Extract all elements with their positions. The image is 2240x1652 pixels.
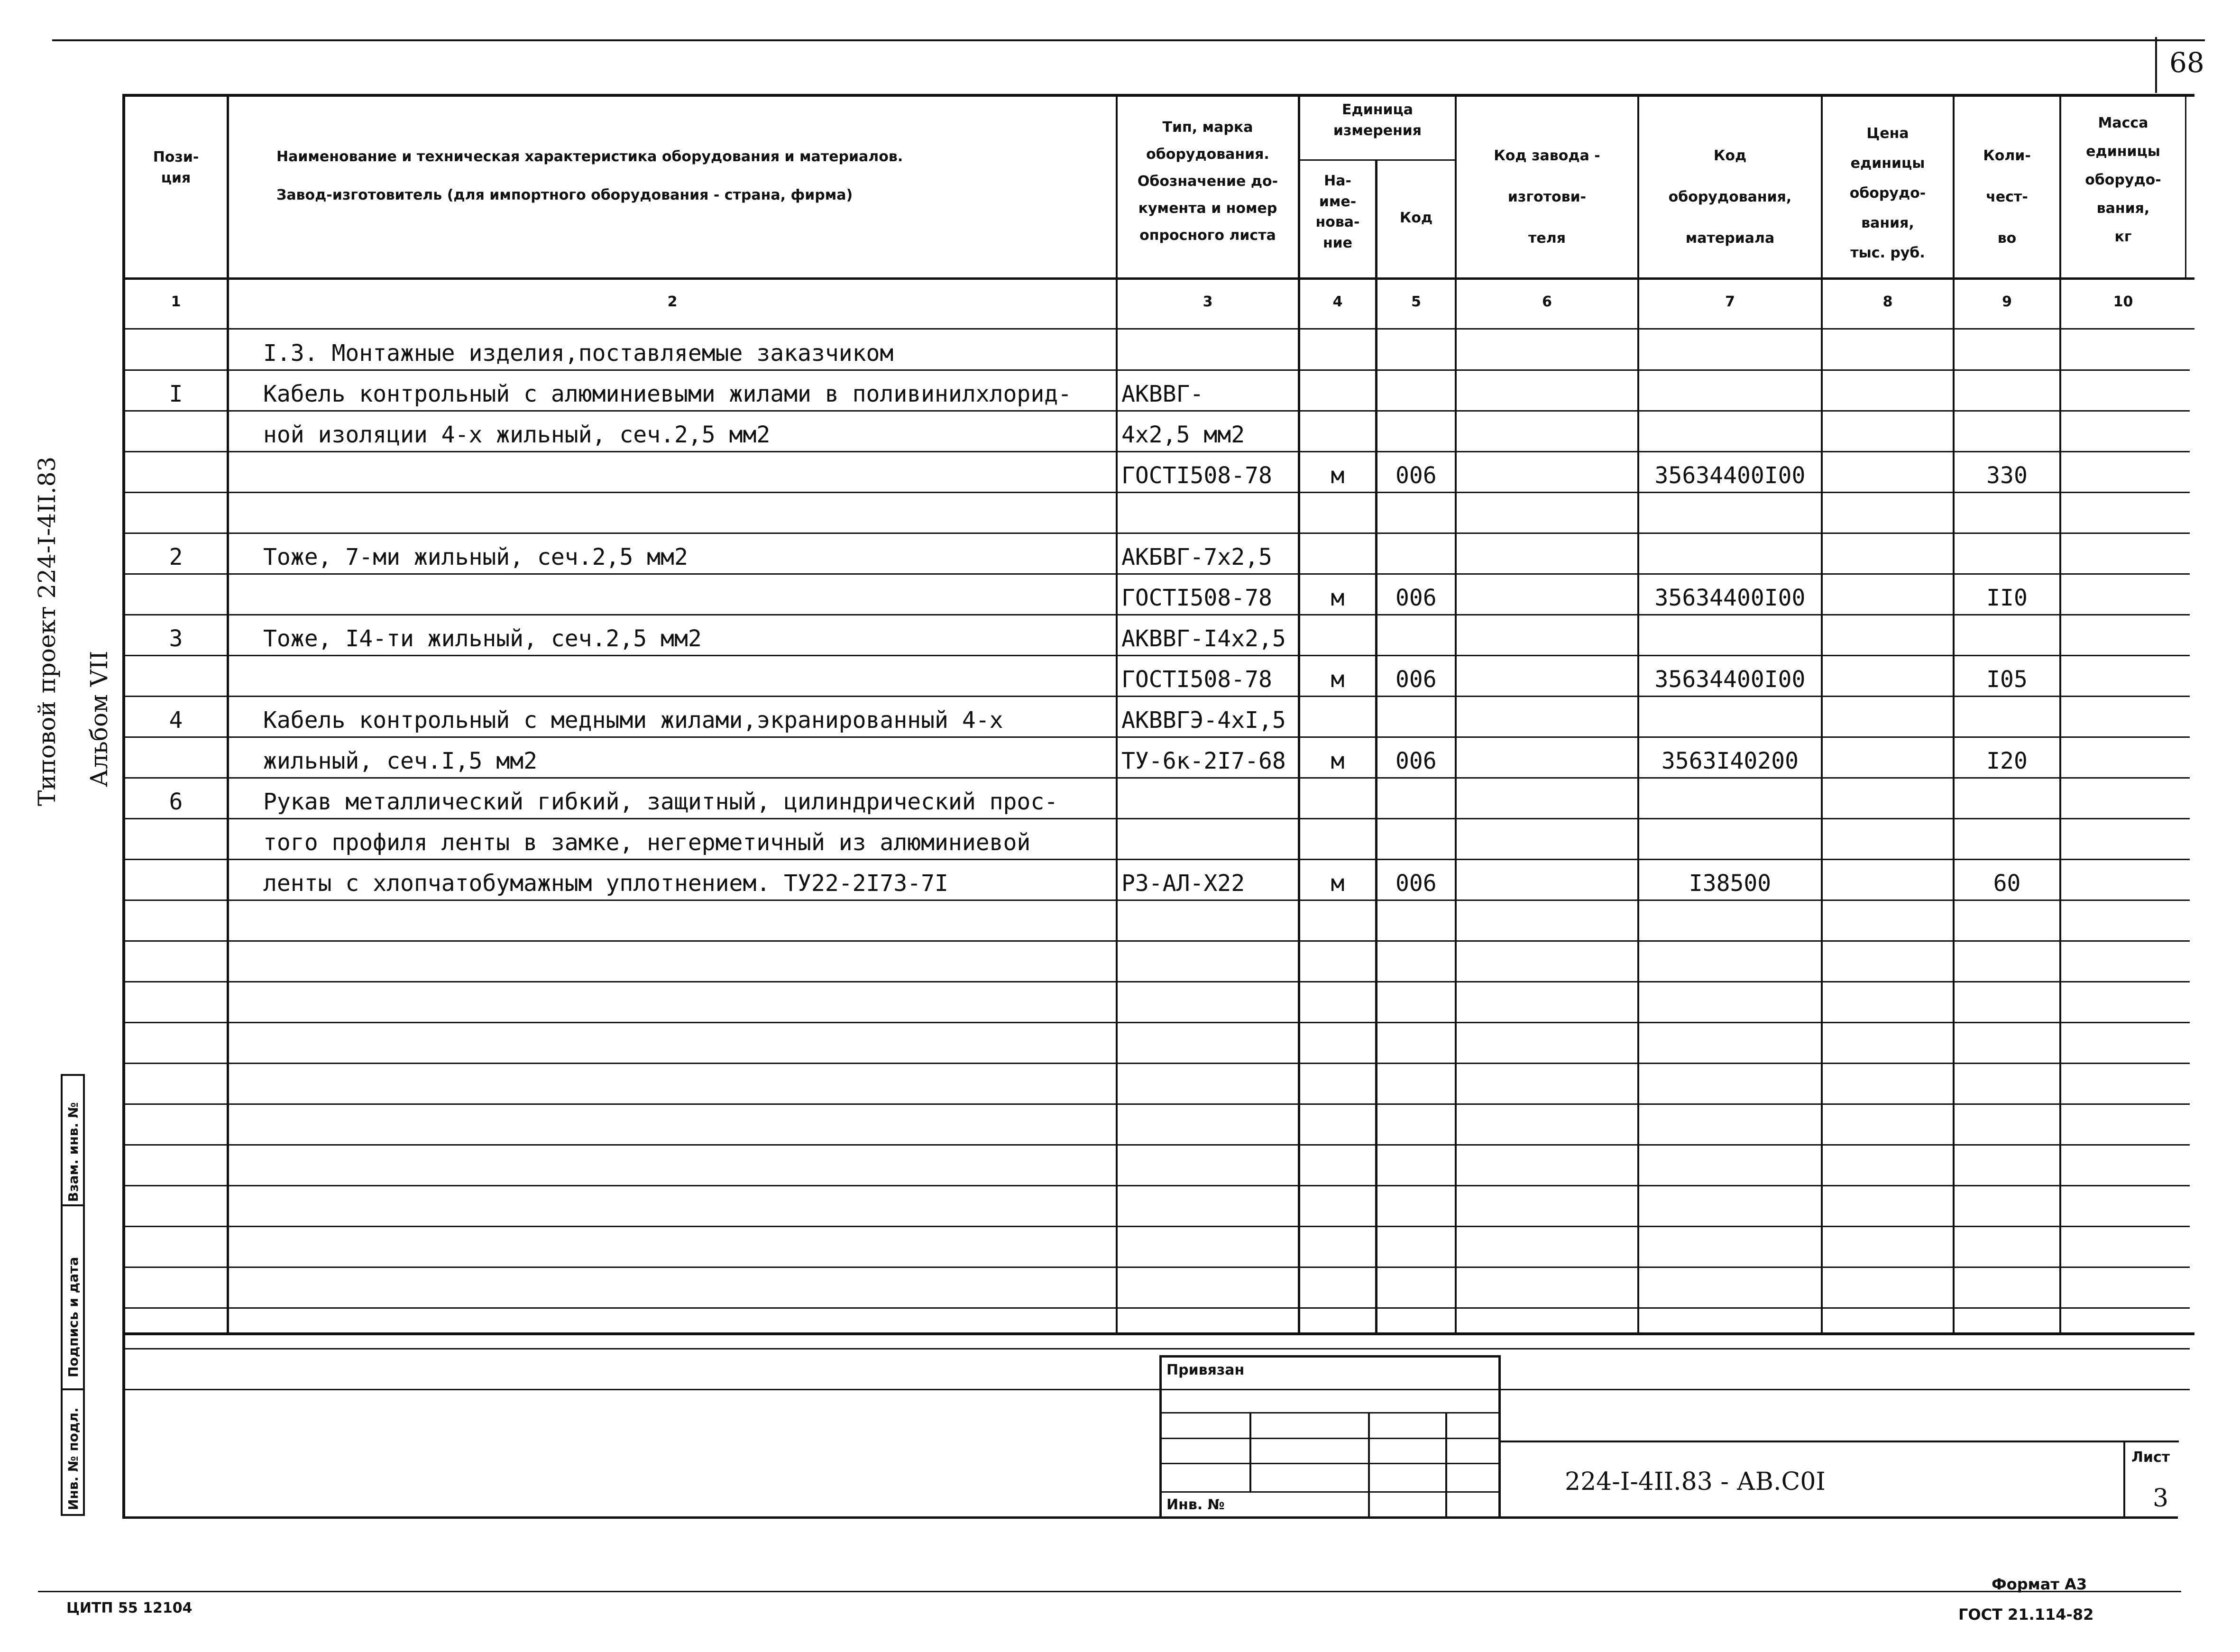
- row-divider: [122, 1226, 2190, 1227]
- attached-label: Привязан: [1166, 1362, 1245, 1378]
- row-divider: [122, 696, 2190, 697]
- cell-name: Кабель контрольный с медными жилами,экранированный 4-х: [263, 707, 1003, 734]
- cell-type: АКВВГЭ-4xI,5: [1121, 707, 1286, 734]
- inv-number-label: Инв. №: [1166, 1496, 1225, 1513]
- header-unit-name: На- име- нова- ние: [1315, 173, 1360, 251]
- footer-format: Формат А3: [1992, 1575, 2087, 1593]
- cell-type: АКВВГ-I4x2,5: [1121, 625, 1286, 652]
- row-divider: [122, 1022, 2190, 1023]
- col-num-1: 1: [171, 294, 181, 310]
- sheet-number-corner: 68: [2169, 46, 2204, 79]
- col-num-8: 8: [1882, 294, 1893, 310]
- col-num-10: 10: [2113, 294, 2133, 310]
- header-unit-group: Единица измерения: [1333, 101, 1422, 139]
- row-divider: [122, 1063, 2190, 1064]
- cell-type: АКВВГ-: [1121, 381, 1204, 407]
- stamp-sign-date: Подпись и дата: [65, 1257, 81, 1377]
- cell-type: РЗ-АЛ-Х22: [1121, 870, 1245, 897]
- header-type: Тип, марка оборудования. Обозначение до- кумента и номер опросного листа: [1137, 119, 1278, 244]
- cell-name: Рукав металлический гибкий, защитный, цилиндрический прос-: [263, 789, 1058, 815]
- cell-eq-code: 35634400I00: [1654, 462, 1806, 489]
- cell-unit: м: [1331, 462, 1345, 489]
- cell-eq-code: 35634400I00: [1654, 585, 1806, 611]
- row-divider: [122, 369, 2190, 371]
- cell-type: ТУ-6к-2I7-68: [1121, 748, 1286, 774]
- cell-name: ной изоляции 4-х жильный, сеч.2,5 мм2: [263, 422, 771, 448]
- cell-code: 006: [1395, 666, 1437, 693]
- cell-name: Тоже, I4-ти жильный, сеч.2,5 мм2: [263, 625, 702, 652]
- footer-gost: ГОСТ 21.114-82: [1958, 1606, 2094, 1624]
- header-equipment-code: Код оборудования, материала: [1668, 147, 1792, 247]
- cell-eq-code: 3563I40200: [1662, 748, 1799, 774]
- row-divider: [122, 1348, 2190, 1349]
- cell-qty: I05: [1986, 666, 2028, 693]
- cell-type: ГОСТI508-78: [1121, 666, 1272, 693]
- row-divider: [122, 614, 2190, 615]
- cell-pos: I: [169, 381, 183, 407]
- stamp-inv-replace: Взам. инв. №: [65, 1102, 81, 1202]
- row-divider: [122, 1185, 2190, 1186]
- row-divider: [122, 981, 2190, 982]
- cell-unit: м: [1331, 585, 1345, 611]
- cell-pos: 2: [169, 544, 183, 570]
- cell-code: 006: [1395, 585, 1437, 611]
- row-divider: [122, 451, 2190, 452]
- col-num-9: 9: [2002, 294, 2012, 310]
- row-divider: [122, 532, 2190, 534]
- header-unit-mass: Масса единицы оборудо- вания, кг: [2085, 115, 2161, 245]
- row-divider: [122, 1307, 2190, 1309]
- col-num-4: 4: [1332, 294, 1343, 310]
- row-divider: [122, 410, 2190, 412]
- project-label: Типовой проект 224-I-4II.83: [33, 456, 61, 806]
- cell-code: 006: [1395, 748, 1437, 774]
- header-unit-price: Цена единицы оборудо- вания, тыс. руб.: [1849, 125, 1926, 261]
- cell-qty: II0: [1986, 585, 2028, 611]
- cell-pos: 4: [169, 707, 183, 734]
- cell-eq-code: 35634400I00: [1654, 666, 1806, 693]
- cell-pos: 6: [169, 789, 183, 815]
- header-position: Пози- ция: [153, 149, 199, 186]
- header-factory-code: Код завода - изготови- теля: [1494, 147, 1600, 247]
- row-divider: [122, 859, 2190, 860]
- row-divider: [122, 492, 2190, 493]
- cell-code: 006: [1395, 870, 1437, 897]
- row-divider: [122, 899, 2190, 901]
- row-divider: [122, 1389, 2190, 1390]
- col-num-7: 7: [1725, 294, 1735, 310]
- cell-code: 006: [1395, 462, 1437, 489]
- album-label: Альбом VII: [85, 651, 113, 787]
- row-divider: [122, 1103, 2190, 1105]
- header-unit-code: Код: [1399, 210, 1433, 226]
- col-num-6: 6: [1542, 294, 1552, 310]
- cell-name: жильный, сеч.I,5 мм2: [263, 748, 537, 774]
- cell-type: 4x2,5 мм2: [1121, 422, 1245, 448]
- cell-eq-code: I38500: [1689, 870, 1772, 897]
- sheet-label: Лист: [2131, 1449, 2170, 1466]
- cell-qty: I20: [1986, 748, 2028, 774]
- cell-qty: 330: [1986, 462, 2028, 489]
- cell-type: ГОСТI508-78: [1121, 585, 1272, 611]
- footer-left: ЦИТП 55 12104: [66, 1600, 193, 1616]
- cell-name: I.3. Монтажные изделия,поставляемые заказчиком: [263, 340, 894, 367]
- row-divider: [122, 1267, 2190, 1268]
- row-divider: [122, 1144, 2190, 1146]
- cell-unit: м: [1331, 666, 1345, 693]
- col-num-3: 3: [1203, 294, 1213, 310]
- row-divider: [122, 818, 2190, 819]
- cell-unit: м: [1331, 748, 1345, 774]
- row-divider: [122, 655, 2190, 656]
- left-margin-text: [33, 456, 138, 1185]
- cell-name: Кабель контрольный с алюминиевыми жилами в поливинилхлорид-: [263, 381, 1072, 407]
- cell-pos: 3: [169, 625, 183, 652]
- stamp-inv-orig: Инв. № подл.: [65, 1407, 81, 1510]
- header-quantity: Коли- чест- во: [1983, 147, 2031, 247]
- cell-name: того профиля ленты в замке, негерметичный из алюминиевой: [263, 829, 1031, 856]
- col-num-5: 5: [1411, 294, 1421, 310]
- document-code: 224-I-4II.83 - АВ.С0I: [1565, 1468, 1826, 1496]
- col-num-2: 2: [667, 294, 678, 310]
- header-name: Наименование и техническая характеристика оборудования и материалов. Завод-изготовитель (для импортного оборудования - страна, фирма): [276, 148, 903, 203]
- cell-type: ГОСТI508-78: [1121, 462, 1272, 489]
- row-divider: [122, 736, 2190, 738]
- cell-type: АКБВГ-7x2,5: [1121, 544, 1272, 570]
- row-divider: [122, 940, 2190, 942]
- row-divider: [122, 573, 2190, 575]
- cell-name: Тоже, 7-ми жильный, сеч.2,5 мм2: [263, 544, 688, 570]
- row-divider: [122, 777, 2190, 779]
- cell-unit: м: [1331, 870, 1345, 897]
- sheet-value: 3: [2153, 1484, 2169, 1513]
- cell-name: ленты с хлопчатобумажным уплотнением. ТУ22-2I73-7I: [263, 870, 948, 897]
- cell-qty: 60: [1993, 870, 2021, 897]
